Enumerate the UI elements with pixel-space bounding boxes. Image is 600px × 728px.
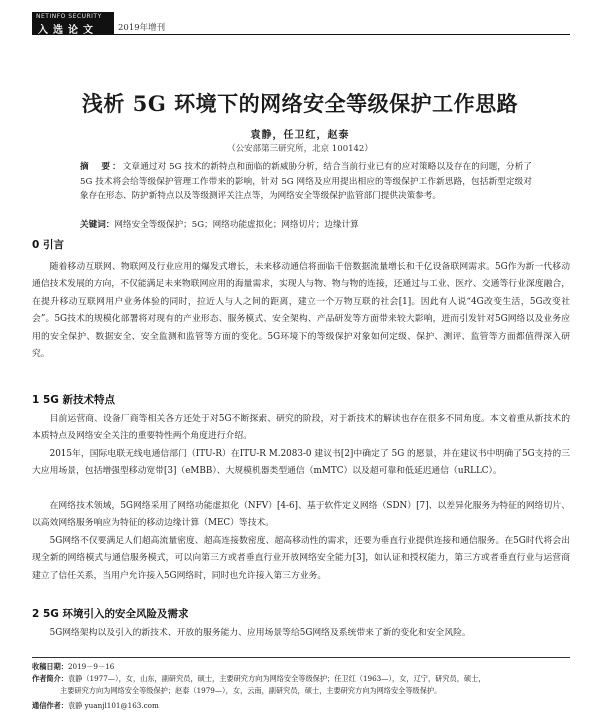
body-paragraph: 随着移动互联网、物联网及行业应用的爆发式增长，未来移动通信将面临千倍数据流量增长和千亿设备联网需求。5G作为新一代移动通信技术发展的方向，不仅能满足未来物联网应用的海量需求，实现人与物、物与物的连接，还通过与工业、医疗、交通等行业深度融合，在提升移动互联网用户业务体验的同时，拉近人与人之间的距离，建立一个万物互联的社会[1]。因此有人说“4G改变生活，5G改变社会”。5G技术的规模化部署将对现有的产业形态、服务模式、安全架构、产品研发等方面带来较大影响，进而引发针对5G网络以及业务应用的安全保护、数据安全、安全监测和监管等方面的变化。5G环境下的等级保护对象如何定级、保护、测评、监管等方面都值得深入研究。 [32,262,570,360]
section-heading-security-risks: 2 5G 环境引入的安全风险及需求 [32,608,189,620]
contact-label: 通信作者： [32,701,68,710]
received-date [32,661,570,673]
author-bio [32,673,570,685]
paper-title: 浅析 5G 环境下的网络安全等级保护工作思路 [81,91,519,116]
journal-brand: NETINFO SECURITY [36,13,102,20]
bio-line-1: 袁静（1977—），女，山东，副研究员，硕士，主要研究方向为网络安全等级保护；任卫红（1963—），女，辽宁，研究员，硕士， [67,674,486,683]
corresponding-author [32,700,570,712]
contact-value: 袁静 yuanjl101@163.com [67,701,159,710]
author-bio-continued: 主要研究方向为网络安全等级保护；赵泰（1979—），女，云南，副研究员，硕士，主要研究方向为网络安全等级保护。 [60,686,442,695]
body-paragraph: 2015年，国际电联无线电通信部门（ITU-R）在ITU-R M.2083-0 建议书[2]中确定了 5G 的愿景，并在建议书中明确了5G支持的三大应用场景，包括增强型移动宽带[3]（eMBB）、大规模机器类型通信（mMTC）以及超可靠和低延迟通信（uRLLC）。 [32,449,570,477]
paper-authors: 袁静，任卫红，赵泰 [250,130,350,141]
received-value: 2019－9－16 [67,662,115,671]
abstract-text: 文章通过对 5G 技术的新特点和面临的新威胁分析，结合当前行业已有的应对策略以及存在的问题，分析了 5G 技术将会给等级保护管理工作带来的影响，针对 5G 网络及应用提出相应的等级保护工作新思路，包括新型定级对象存在形态、防护新特点以及等级测评关注点等，为网络安全等级保护监管部门提供决策参考。 [80,162,532,202]
paper-affiliation: （公安部第三研究所，北京 100142） [227,144,373,154]
section-label: 入选论文 [38,25,98,36]
abstract [80,160,532,204]
section-heading-introduction: 0 引言 [32,239,64,251]
body-paragraph: 5G网络不仅要满足人们超高流量密度、超高连接数密度、超高移动性的需求，还要为垂直行业提供连接和通信服务。在5G时代将会出现全新的网络模式与通信服务模式，可以向第三方或者垂直行业开放网络安全能力[3]，如认证和授权能力，第三方或者垂直行业与运营商建立了信任关系，当用户允许接入5G网络时，同时也允许接入第三方业务。 [32,536,570,581]
section-heading-5g-features: 1 5G 新技术特点 [32,394,116,406]
header-divider [32,34,570,35]
keywords-text: 网络安全等级保护；5G；网络功能虚拟化；网络切片；边缘计算 [114,220,359,230]
issue-label: 2019年增刊 [118,23,166,33]
keywords [80,219,532,232]
received-label: 收稿日期： [32,662,68,671]
abstract-label: 摘 要： [80,162,123,172]
bio-label: 作者简介： [32,674,68,683]
body-paragraph: 目前运营商、设备厂商等相关各方还处于对5G不断探索、研究的阶段，对于新技术的解读也存在很多不同角度。本文着重从新技术的本质特点及网络安全关注的重要特性两个角度进行介绍。 [32,414,570,442]
keywords-label: 关键词： [80,220,115,230]
footnote-divider [32,657,570,658]
body-paragraph: 在网络技术领域，5G网络采用了网络功能虚拟化（NFV）[4-6]、基于软件定义网络（SDN）[7]、以差异化服务为特征的网络切片、以高效网络服务响应为特征的移动边缘计算（MEC）等技术。 [32,501,570,529]
journal-header-block [32,12,114,34]
body-paragraph: 5G网络架构以及引入的新技术、开放的服务能力、应用场景等给5G网络及系统带来了新的变化和安全风险。 [49,628,471,638]
